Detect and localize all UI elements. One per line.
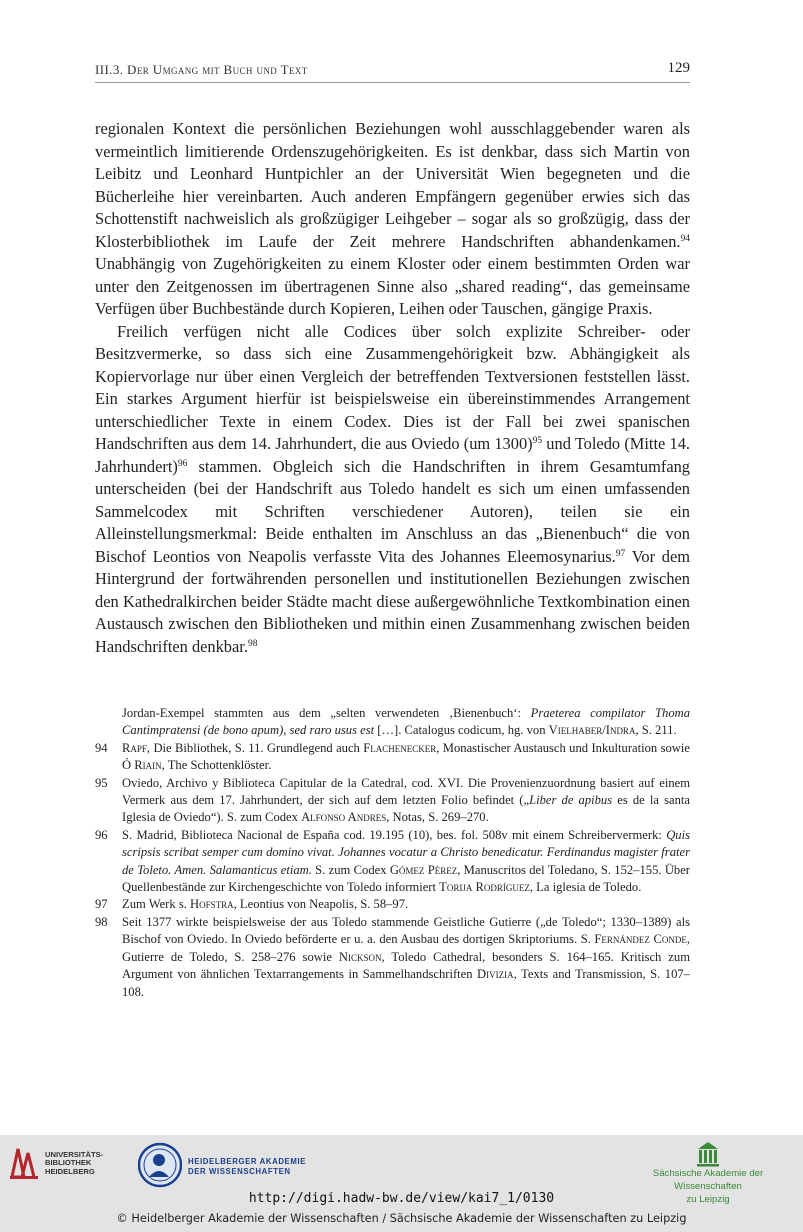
footnote-number: 98 (95, 914, 108, 929)
footnote-ref-96[interactable]: 96 (177, 458, 188, 469)
ub-logo-icon (8, 1143, 42, 1183)
footnote-number: 94 (95, 740, 108, 755)
hadw-logo[interactable]: HEIDELBERGER AKADEMIE DER WISSENSCHAFTEN (138, 1141, 338, 1191)
source-url-link[interactable]: http://digi.hadw-bw.de/view/kai7_1/0130 (248, 1191, 555, 1206)
footnote-number: 96 (95, 827, 108, 842)
footnote-number: 97 (95, 897, 108, 912)
footnote-95: 95 Oviedo, Archivo y Biblioteca Capitular de la Catedral, cod. XVI. Die Provenienzuordnung basiert auf einem Vermerk aus dem 17. Jahrhundert, der sich auf dem letzten Folio befindet („Liber de apibus es de la santa Iglesia de Oviedo“). S. zum Codex Alfonso Andres, Notas, S. 269–270. (95, 775, 690, 825)
paragraph-1: regionalen Kontext die persönlichen Beziehungen wohl ausschlaggebender waren als vermeintlich limitierende Ordenszugehörigkeiten. Es ist denkbar, dass sich Martin von Leibitz und Leonhard Huntpichler an der Universität Wien begegneten und die Bücherleihe hier vereinbarten. Auch anderen Empfängern gegenüber erwies sich das Schottenstift nachweislich als großzügiger Leihgeber – sogar als so großzügig, dass der Klosterbibliothek im Laufe der Zeit mehrere Handschriften abhandenkamen.$^{94}$ Unabhängig von Zugehörigkeiten zu einem Kloster oder einem bestimmten Orden war unter den Zeitgenossen im übertragenen Sinne also „shared reading“, das gemeinsame Verfügen über Buchbestände durch Kopieren, Leihen oder Tauschen, gängige Praxis. (95, 119, 690, 318)
building-icon (696, 1141, 720, 1167)
running-head: III.3. Der Umgang mit Buch und Text (95, 62, 308, 77)
body-text (95, 118, 690, 658)
footnote-ref-94[interactable]: 94 (680, 233, 690, 244)
footnote-ref-97[interactable]: 97 (615, 548, 626, 559)
footnote-continuation: Jordan-Exempel stammten aus dem „selten verwendeten ‚Bienenbuch‘: Praeterea compilator Thoma Cantimpratensi (de bono apum), sed raro usus est […]. Catalogus codicum, hg. von Vielhaber/Indra, S. 211. (122, 706, 691, 738)
saw-leipzig-logo[interactable]: Sächsische Akademie der Wissenschaften zu Leipzig (618, 1141, 798, 1211)
footnote-ref-98[interactable]: 98 (247, 638, 258, 649)
page-header (95, 60, 690, 83)
footnote-97: 97 Zum Werk s. Hofstra, Leontius von Neapolis, S. 58–97. (95, 896, 690, 913)
footnote-96: 96 S. Madrid, Biblioteca Nacional de España cod. 19.195 (10), bes. fol. 508v mit einem Schreibervermerk: Quis scripsis scribat semper cum domino vivat. Johannes vocatur a Christo benedicatur. Ferdinandus magister frater de Toleto. Amen. Salamanticus etiam. S. zum Codex Gómez Pérez, Manuscritos del Toledano, S. 152–155. Über Quellenbestände zur Kirchengeschichte von Toledo informiert Torija Rodríguez, La iglesia de Toledo. (95, 827, 690, 895)
paragraph-2: Freilich verfügen nicht alle Codices über solch explizite Schreiber- oder Besitzvermerke, so dass sich eine Zusammengehörigkeit bzw. Abhängigkeit als Kopiervorlage nur über einen Vergleich der betreffenden Textversionen feststellen lässt. Ein starkes Argument hierfür ist beispielsweise ein übereinstimmendes Arrangement unterschiedlicher Texte in einem Codex. Dies ist der Fall bei zwei spanischen Handschriften aus dem 14. Jahrhundert, die aus Oviedo (um 1300)$^{95}$ und Toledo (Mitte 14. Jahrhundert)$^{96}$ stammen. Obgleich sich die Handschriften in ihrem Gesamtumfang unterscheiden (bei der Handschrift aus Toledo handelt es sich um einen umfassenden Sammelcodex mit Schriften verschiedener Autoren), teilen sie ein Alleinstellungsmerkmal: Beide enthalten im Anschluss an das „Bienenbuch“ die von Bischof Leontios von Neapolis verfasste Vita des Johannes Eleemosynarius.$^{97}$ Vor dem Hintergrund der fortwährenden personellen und institutionellen Beziehungen zwischen den Kathedralkirchen beider Städte macht diese außergewöhnliche Textkombination einen Austausch zwischen den Bibliotheken und mithin einen Zusammenhang zwischen beiden Handschriften denkbar.$^{98}$ (95, 321, 690, 656)
footnote-ref-95[interactable]: 95 (532, 436, 543, 446)
footnote-94: 94 Rapf, Die Bibliothek, S. 11. Grundlegend auch Flachenecker, Monastischer Austausch und Inkulturation sowie Ó Riain, The Schottenklöster. (95, 740, 690, 773)
ub-heidelberg-logo[interactable]: UNIVERSITÄTS- BIBLIOTHEK HEIDELBERG (8, 1143, 108, 1185)
seal-icon (138, 1141, 182, 1189)
footnote-98: 98 Seit 1377 wirkte beispielsweise der aus Toledo stammende Geistliche Gutierre („de Toledo“; 1330–1389) als Bischof von Oviedo. In Oviedo beförderte er u. a. den Ausbau des dortigen Skriptoriums. S. Fernández Conde, Gutierre de Toledo, S. 258–276 sowie Nickson, Toledo Cathedral, besonders S. 164–165. Kritisch zum Argument von ähnlichen Textarrangements in Sammelhandschriften Divizia, Texts and Transmission, S. 107–108. (95, 914, 690, 999)
footnotes (95, 705, 690, 1001)
copyright-notice: © Heidelberger Akademie der Wissenschaften / Sächsische Akademie der Wissenschaften zu Leipzig (116, 1212, 687, 1225)
footnote-number: 95 (95, 775, 108, 790)
page-number: 129 (667, 60, 690, 76)
